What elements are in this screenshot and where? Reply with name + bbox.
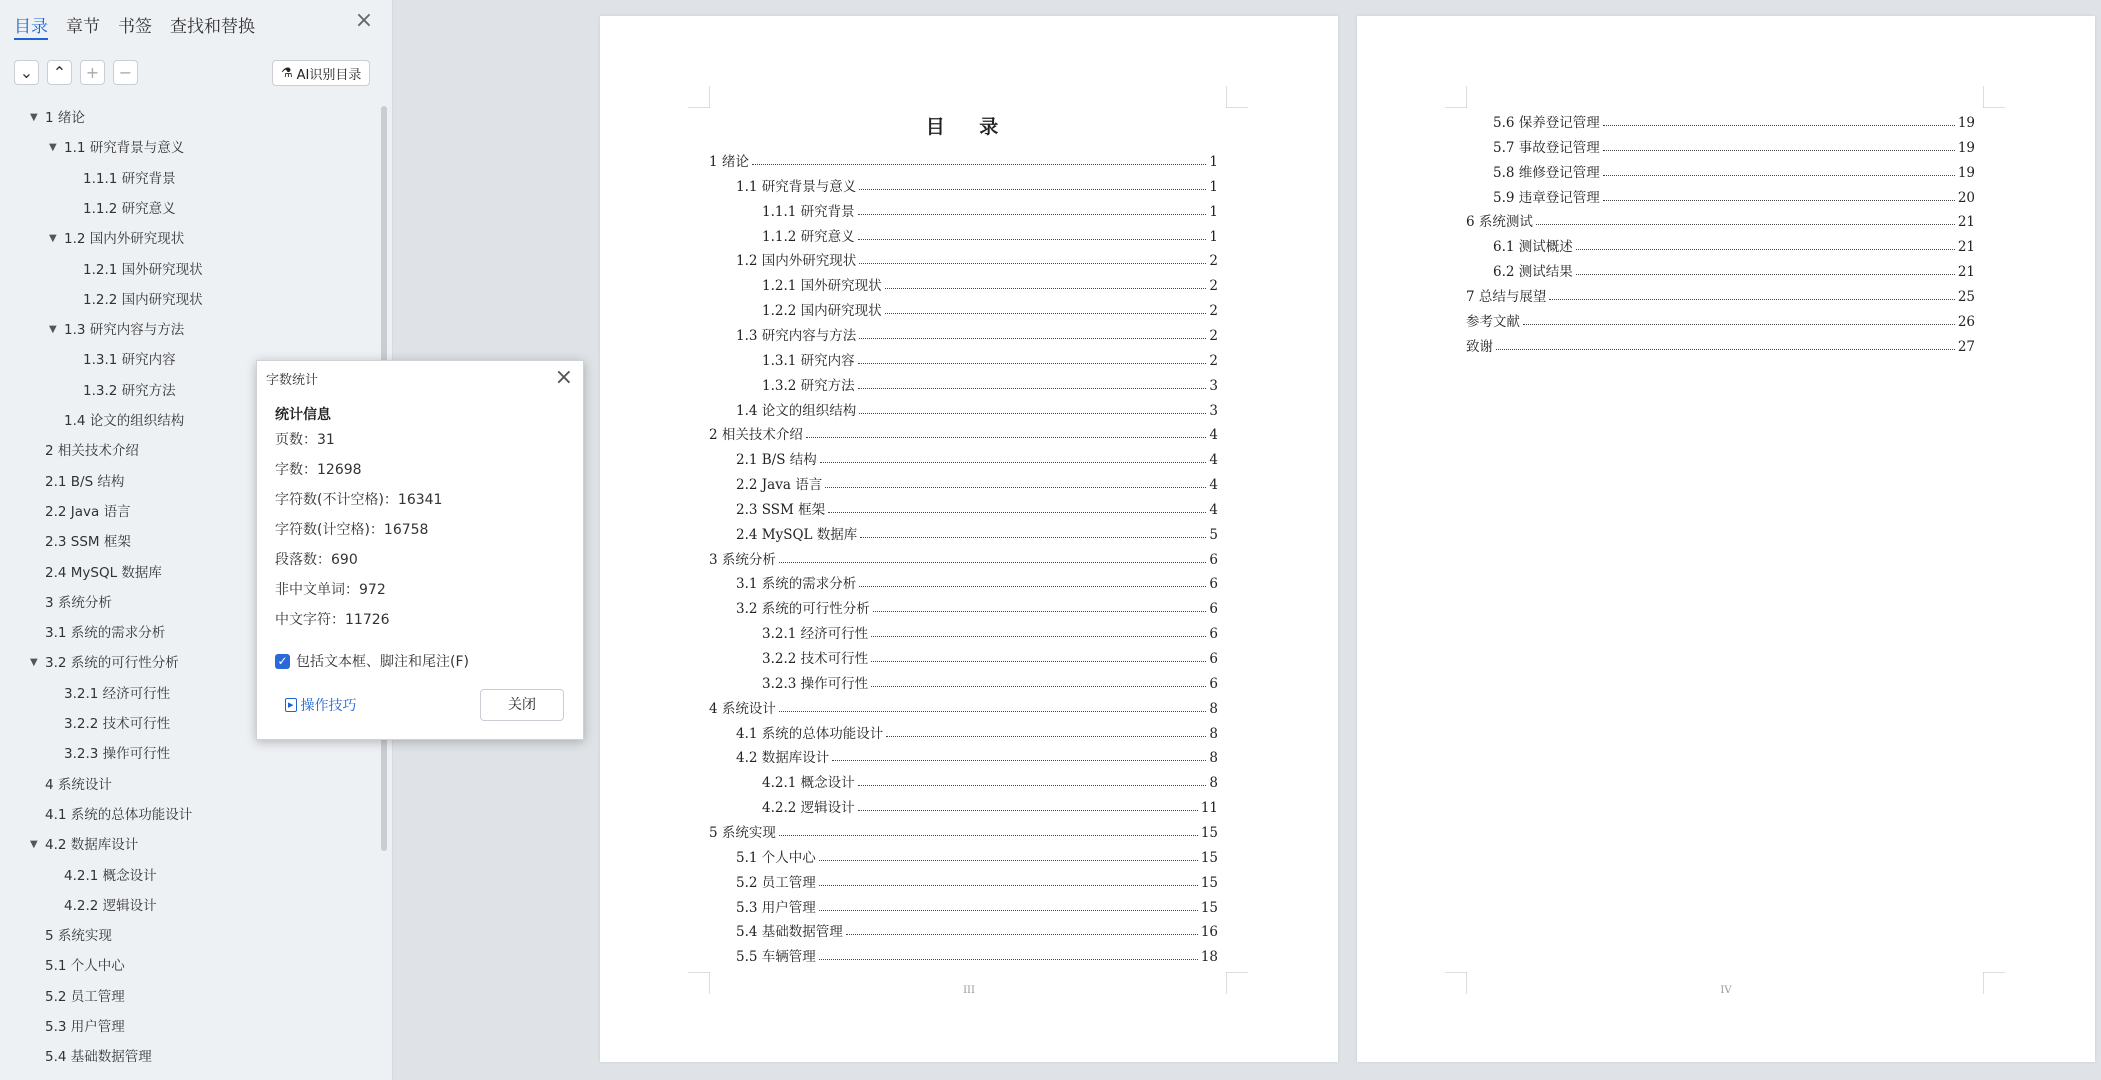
outline-item[interactable]: 2.3 SSM 框架: [45, 534, 131, 551]
toc-entry-page: 1: [1209, 203, 1218, 220]
toc-dot-leader: [859, 413, 1206, 414]
toc-dot-leader: [871, 661, 1206, 662]
toc-entry-page: 19: [1957, 115, 1975, 131]
toc-entry-page: 6: [1209, 576, 1218, 593]
stat-pages: 页数：31: [275, 432, 335, 448]
toc-entry[interactable]: [1466, 206, 1975, 230]
tab-toc[interactable]: 目录: [14, 10, 48, 40]
toc-entry[interactable]: [1466, 331, 1975, 355]
toc-entry[interactable]: [736, 892, 1218, 916]
toc-dot-leader: [752, 164, 1207, 165]
toc-dot-leader: [860, 537, 1206, 538]
toc-entry[interactable]: [709, 817, 1218, 841]
stats-heading: 统计信息: [275, 407, 331, 423]
sidebar-tabs: [14, 10, 255, 42]
toc-dot-leader: [859, 263, 1206, 264]
toc-dot-leader: [1496, 349, 1955, 350]
stat-paragraphs: 段落数：690: [275, 552, 358, 568]
chevron-down-icon: ⌄: [19, 63, 34, 82]
tab-bookmarks[interactable]: 书签: [118, 17, 152, 37]
crop-mark: [688, 86, 710, 108]
toc-entry-page: 15: [1200, 824, 1218, 841]
toc-dot-leader: [858, 388, 1207, 389]
outline-item[interactable]: 4.2 数据库设计: [45, 837, 139, 854]
toc-entry[interactable]: [736, 245, 1218, 269]
close-icon[interactable]: ×: [554, 365, 573, 390]
toc-dot-leader: [1603, 150, 1955, 151]
outline-item[interactable]: 2 相关技术介绍: [45, 443, 139, 460]
toc-dot-leader: [871, 686, 1206, 687]
toc-entry[interactable]: [762, 221, 1218, 245]
toc-entry-page: 2: [1209, 253, 1218, 270]
document-page-toc-2: [1357, 16, 2095, 1062]
toc-title: 目 录: [925, 116, 1013, 138]
toc-dot-leader: [779, 562, 1207, 563]
toc-entry-title: 5.2 员工管理: [736, 874, 816, 891]
toc-entry[interactable]: [762, 618, 1218, 642]
toc-entry[interactable]: [1493, 182, 1975, 206]
toc-entry-title: 2 相关技术介绍: [709, 427, 803, 444]
outline-item[interactable]: 1.4 论文的组织结构: [64, 413, 185, 429]
toc-entry-page: 4: [1209, 452, 1218, 469]
toc-entry-title: 2.3 SSM 框架: [736, 501, 826, 518]
toc-entry[interactable]: [736, 867, 1218, 891]
toc-entry-title: 5.6 保养登记管理: [1493, 115, 1600, 131]
outline-item[interactable]: 5.1 个人中心: [45, 958, 125, 975]
toc-dot-leader: [1603, 125, 1955, 126]
toc-entry[interactable]: [736, 494, 1218, 518]
tab-find-replace[interactable]: 查找和替换: [170, 17, 255, 37]
outline-item[interactable]: 5.4 基础数据管理: [45, 1049, 152, 1066]
toc-dot-leader: [779, 835, 1198, 836]
toc-entry[interactable]: [1466, 306, 1975, 330]
toc-dot-leader: [1549, 299, 1954, 300]
outline-item[interactable]: 1.2.1 国外研究现状: [83, 261, 203, 278]
toc-entry-title: 5.5 车辆管理: [736, 949, 816, 966]
toc-entry-page: 1: [1209, 228, 1218, 245]
outline-item[interactable]: 3 系统分析: [45, 594, 112, 611]
toc-dot-leader: [1536, 224, 1955, 225]
stat-chars-with-spaces: 字符数(计空格)：16758: [275, 522, 429, 538]
document-page-toc-1: [600, 16, 1338, 1062]
toc-entry-page: 6: [1209, 675, 1218, 692]
toc-entry[interactable]: [736, 395, 1218, 419]
include-textboxes-checkbox[interactable]: [275, 651, 469, 671]
toc-entry[interactable]: [709, 693, 1218, 717]
toc-entry-page: 21: [1957, 264, 1975, 281]
outline-item[interactable]: 4.2.1 概念设计: [64, 867, 157, 884]
toc-entry-title: 5.7 事故登记管理: [1493, 139, 1600, 156]
toc-entry-page: 20: [1957, 189, 1975, 206]
toc-entry-page: 2: [1209, 352, 1218, 369]
toc-entry-title: 5.8 维修登记管理: [1493, 164, 1600, 181]
ai-icon: ⚗: [281, 65, 293, 81]
outline-item[interactable]: 3.2 系统的可行性分析: [45, 655, 179, 672]
toc-entry-page: 8: [1209, 725, 1218, 742]
toc-entry-page: 15: [1200, 874, 1218, 891]
expand-arrow-icon[interactable]: ▼: [49, 142, 57, 154]
toc-entry[interactable]: [709, 544, 1218, 568]
outline-item[interactable]: 3.2.3 操作可行性: [64, 746, 171, 763]
outline-item[interactable]: 3.2.2 技术可行性: [64, 716, 171, 732]
toc-dot-leader: [1576, 249, 1955, 250]
toc-entry[interactable]: [736, 568, 1218, 592]
toc-entry-page: 27: [1957, 338, 1975, 355]
toc-entry-title: 2.2 Java 语言: [736, 477, 823, 494]
toc-entry-title: 3.2 系统的可行性分析: [736, 601, 870, 618]
toc-entry-page: 4: [1209, 477, 1218, 494]
outline-item[interactable]: 1.3.1 研究内容: [83, 352, 176, 369]
expand-arrow-icon[interactable]: ▼: [30, 839, 38, 851]
toc-entry-title: 5.4 基础数据管理: [736, 924, 843, 941]
outline-item[interactable]: 1.1 研究背景与意义: [64, 140, 185, 157]
toc-dot-leader: [859, 338, 1206, 339]
toc-entry[interactable]: [762, 370, 1218, 394]
expand-all-button[interactable]: [14, 60, 39, 85]
tips-link[interactable]: [285, 695, 357, 715]
toc-entry-title: 5.1 个人中心: [736, 849, 816, 866]
outline-item[interactable]: 2.1 B/S 结构: [45, 473, 125, 490]
checkbox-label: 包括文本框、脚注和尾注(F): [296, 654, 469, 670]
toc-entry[interactable]: [1493, 231, 1975, 255]
toc-entry[interactable]: [736, 916, 1218, 940]
toc-dot-leader: [832, 760, 1206, 761]
toc-dot-leader: [858, 239, 1207, 240]
toc-entry-page: 18: [1200, 949, 1218, 966]
toc-entry[interactable]: [736, 941, 1218, 965]
toc-entry[interactable]: [736, 742, 1218, 766]
toc-entry[interactable]: [736, 444, 1218, 468]
toc-entry-title: 4.2 数据库设计: [736, 750, 830, 767]
toc-entry-title: 1.1.1 研究背景: [762, 203, 855, 220]
toc-entry-title: 1.2.2 国内研究现状: [762, 303, 882, 320]
toc-dot-leader: [819, 860, 1198, 861]
toc-dot-leader: [873, 611, 1207, 612]
toc-dot-leader: [819, 959, 1198, 960]
toc-entry-title: 4 系统设计: [709, 700, 776, 717]
toc-dot-leader: [825, 487, 1206, 488]
toc-dot-leader: [1603, 200, 1955, 201]
toc-entry-page: 4: [1209, 427, 1218, 444]
outline-item[interactable]: 3.2.1 经济可行性: [64, 685, 171, 702]
toc-entry-page: 2: [1209, 278, 1218, 295]
toc-entry-title: 1.3.1 研究内容: [762, 352, 855, 369]
toc-entry[interactable]: [736, 469, 1218, 493]
toc-entry[interactable]: [709, 146, 1218, 170]
toc-dot-leader: [828, 512, 1206, 513]
toc-entry[interactable]: [1493, 107, 1975, 131]
toc-entry-title: 3.1 系统的需求分析: [736, 576, 857, 593]
toc-entry-page: 6: [1209, 651, 1218, 667]
toc-dot-leader: [819, 910, 1198, 911]
toc-entry[interactable]: [762, 668, 1218, 692]
outline-item[interactable]: 1.3.2 研究方法: [83, 382, 176, 399]
toc-entry[interactable]: [1493, 157, 1975, 181]
toc-entry[interactable]: [1466, 281, 1975, 305]
chevron-up-icon: ⌃: [52, 63, 67, 82]
toc-entry-page: 19: [1957, 139, 1975, 156]
toc-entry[interactable]: [736, 593, 1218, 617]
toc-entry-page: 6: [1209, 551, 1218, 568]
toc-entry-title: 参考文献: [1466, 313, 1520, 330]
toc-entry-title: 2.1 B/S 结构: [736, 452, 817, 469]
toc-entry-title: 1.2.1 国外研究现状: [762, 278, 882, 295]
outline-item[interactable]: 1.3 研究内容与方法: [64, 322, 185, 339]
toc-entry-title: 6 系统测试: [1466, 214, 1533, 231]
toc-dot-leader: [858, 214, 1207, 215]
toc-dot-leader: [871, 636, 1206, 637]
tab-chapters[interactable]: 章节: [66, 17, 100, 37]
toc-dot-leader: [858, 810, 1198, 811]
toc-entry-page: 5: [1209, 526, 1218, 543]
outline-item[interactable]: 2.4 MySQL 数据库: [45, 564, 162, 581]
stat-chars-no-spaces: 字符数(不计空格)：16341: [275, 492, 443, 508]
outline-item[interactable]: 1.2.2 国内研究现状: [83, 291, 203, 308]
toc-entry-page: 2: [1209, 303, 1218, 320]
plus-icon: +: [85, 63, 100, 82]
toc-entry-page: 8: [1209, 775, 1218, 792]
toc-entry-page: 19: [1957, 164, 1975, 181]
toc-entry-title: 1.1.2 研究意义: [762, 228, 855, 245]
ai-button-label: AI识别目录: [296, 67, 362, 83]
toc-dot-leader: [859, 189, 1206, 190]
page-number: IV: [1720, 985, 1732, 996]
toc-entry[interactable]: [736, 519, 1218, 543]
outline-toolbar: [14, 60, 138, 85]
toc-entry-title: 4.1 系统的总体功能设计: [736, 725, 884, 742]
toc-entry-title: 3 系统分析: [709, 551, 776, 568]
toc-entry-title: 7 总结与展望: [1466, 288, 1547, 305]
toc-entry-page: 21: [1957, 239, 1975, 256]
toc-entry-page: 6: [1209, 626, 1218, 643]
toc-entry-page: 6: [1209, 601, 1218, 618]
toc-dot-leader: [858, 785, 1207, 786]
toc-entry-title: 1.2 国内外研究现状: [736, 253, 857, 270]
word-count-dialog: [256, 360, 584, 740]
toc-entry-title: 6.2 测试结果: [1493, 264, 1573, 281]
outline-item[interactable]: 5.3 用户管理: [45, 1019, 125, 1035]
remove-heading-button[interactable]: [113, 60, 138, 85]
toc-entry[interactable]: [1493, 132, 1975, 156]
outline-item[interactable]: 4.1 系统的总体功能设计: [45, 806, 193, 823]
outline-item[interactable]: 1.2 国内外研究现状: [64, 231, 185, 248]
stat-non-chinese-words: 非中文单词：972: [275, 582, 386, 598]
toc-entry[interactable]: [762, 345, 1218, 369]
collapse-all-button[interactable]: [47, 60, 72, 85]
outline-item[interactable]: 1 绪论: [45, 110, 85, 126]
close-button[interactable]: 关闭: [480, 689, 564, 721]
toc-entry[interactable]: [1493, 256, 1975, 280]
toc-entry-title: 1.3 研究内容与方法: [736, 327, 857, 344]
toc-dot-leader: [1576, 274, 1955, 275]
toc-dot-leader: [859, 586, 1206, 587]
toc-entry-page: 8: [1209, 700, 1218, 717]
toc-entry[interactable]: [736, 320, 1218, 344]
expand-arrow-icon[interactable]: ▼: [49, 233, 57, 245]
toc-dot-leader: [1523, 324, 1955, 325]
toc-dot-leader: [846, 934, 1198, 935]
toc-entry-title: 5.3 用户管理: [736, 899, 816, 916]
play-icon: ▸: [285, 698, 297, 712]
toc-dot-leader: [858, 363, 1207, 364]
toc-entry-page: 26: [1957, 313, 1975, 330]
toc-entry-title: 1.4 论文的组织结构: [736, 402, 857, 419]
toc-entry-title: 致谢: [1466, 338, 1493, 355]
outline-item[interactable]: 5 系统实现: [45, 928, 112, 945]
outline-item[interactable]: 4 系统设计: [45, 776, 112, 793]
toc-entry-page: 4: [1209, 501, 1218, 518]
toc-entry-page: 8: [1209, 750, 1218, 767]
toc-entry-page: 16: [1200, 924, 1218, 941]
toc-entry-page: 11: [1200, 800, 1218, 817]
toc-dot-leader: [806, 437, 1207, 438]
toc-entry-page: 1: [1209, 178, 1218, 195]
crop-mark: [1445, 86, 1467, 108]
toc-entry-title: 1.1 研究背景与意义: [736, 178, 857, 195]
toc-entry-page: 15: [1200, 849, 1218, 866]
toc-entry-title: 1 绪论: [709, 154, 749, 170]
stat-words: 字数：12698: [275, 462, 362, 478]
toc-dot-leader: [1603, 175, 1955, 176]
toc-entry[interactable]: [736, 718, 1218, 742]
dialog-title: 字数统计: [266, 373, 319, 388]
toc-entry-title: 6.1 测试概述: [1493, 239, 1573, 256]
toc-dot-leader: [820, 462, 1207, 463]
toc-entry-page: 25: [1957, 288, 1975, 305]
toc-entry[interactable]: [736, 842, 1218, 866]
expand-arrow-icon[interactable]: ▼: [30, 112, 38, 123]
outline-item[interactable]: 1.1.1 研究背景: [83, 170, 176, 187]
ai-recognize-toc-button[interactable]: [272, 60, 370, 86]
toc-dot-leader: [885, 313, 1207, 314]
toc-entry-title: 2.4 MySQL 数据库: [736, 526, 858, 543]
toc-dot-leader: [885, 288, 1207, 289]
toc-entry-title: 4.2.1 概念设计: [762, 775, 855, 792]
toc-entry[interactable]: [762, 295, 1218, 319]
expand-arrow-icon[interactable]: ▼: [49, 324, 57, 336]
toc-entry-page: 15: [1200, 899, 1218, 916]
outline-item[interactable]: 3.1 系统的需求分析: [45, 625, 166, 642]
toc-entry-title: 5.9 违章登记管理: [1493, 189, 1600, 206]
toc-entry[interactable]: [762, 792, 1218, 816]
toc-entry-title: 3.2.3 操作可行性: [762, 675, 869, 692]
toc-entry[interactable]: [736, 171, 1218, 195]
toc-entry-page: 21: [1957, 214, 1975, 231]
crop-mark: [1983, 86, 2005, 108]
toc-entry[interactable]: [762, 643, 1218, 667]
toc-entry[interactable]: [709, 419, 1218, 443]
add-heading-button[interactable]: [80, 60, 105, 85]
outline-item[interactable]: 4.2.2 逻辑设计: [64, 897, 157, 914]
close-icon[interactable]: ×: [354, 8, 374, 33]
toc-entry-page: 3: [1209, 402, 1218, 419]
tips-label: 操作技巧: [300, 698, 357, 714]
toc-entry-title: 5 系统实现: [709, 824, 776, 841]
minus-icon: −: [118, 63, 133, 82]
checkbox-checked-icon[interactable]: ✓: [275, 654, 290, 669]
toc-dot-leader: [779, 711, 1207, 712]
toc-entry-title: 4.2.2 逻辑设计: [762, 800, 855, 817]
crop-mark: [1226, 86, 1248, 108]
outline-item[interactable]: 5.2 员工管理: [45, 988, 125, 1005]
toc-entry-title: 3.2.2 技术可行性: [762, 651, 869, 667]
toc-entry[interactable]: [762, 270, 1218, 294]
outline-item[interactable]: 1.1.2 研究意义: [83, 200, 176, 217]
toc-entry[interactable]: [762, 196, 1218, 220]
toc-entry-page: 3: [1209, 377, 1218, 394]
toc-entry-title: 3.2.1 经济可行性: [762, 626, 869, 643]
stat-chinese-chars: 中文字符：11726: [275, 612, 390, 628]
toc-dot-leader: [819, 885, 1198, 886]
expand-arrow-icon[interactable]: ▼: [30, 657, 38, 669]
page-number: III: [963, 985, 975, 996]
toc-entry-page: 2: [1209, 327, 1218, 344]
toc-dot-leader: [886, 736, 1206, 737]
toc-entry-title: 1.3.2 研究方法: [762, 377, 855, 394]
toc-entry-page: 1: [1209, 154, 1218, 170]
toc-entry[interactable]: [762, 767, 1218, 791]
outline-item[interactable]: 2.2 Java 语言: [45, 503, 131, 520]
